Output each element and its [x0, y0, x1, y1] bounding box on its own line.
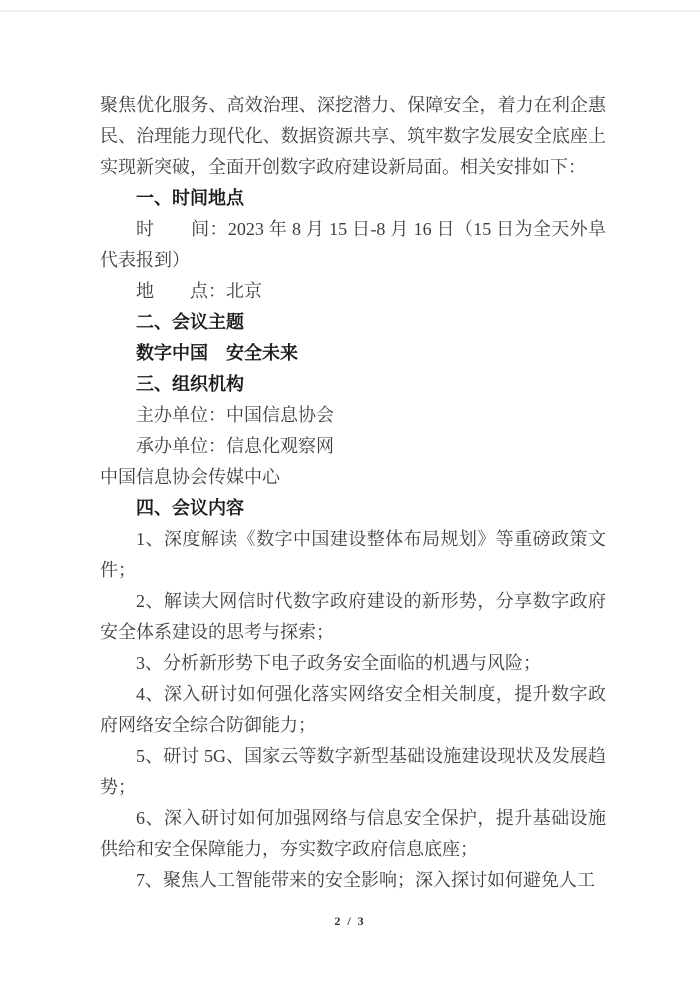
agenda-item-1: 1、深度解读《数字中国建设整体布局规划》等重磅政策文件；	[100, 529, 606, 580]
intro-paragraph: 聚焦优化服务、高效治理、深挖潜力、保障安全，着力在利企惠民、治理能力现代化、数据资源共享、筑牢数字发展安全底座上实现新突破，全面开创数字政府建设新局面。相关安排如下：	[100, 95, 606, 177]
organizer-unit-continuation-line: 中国信息协会传媒中心	[100, 467, 280, 487]
page-number: 2 / 3	[334, 914, 366, 928]
section-heading-meeting-content: 四、会议内容	[136, 498, 244, 518]
section-heading-time-location: 一、时间地点	[136, 188, 244, 208]
meeting-theme-line: 数字中国 安全未来	[136, 343, 298, 363]
agenda-item-5: 5、研讨 5G、国家云等数字新型基础设施建设现状及发展趋势；	[100, 746, 606, 797]
agenda-item-2: 2、解读大网信时代数字政府建设的新形势，分享数字政府安全体系建设的思考与探索；	[100, 591, 606, 642]
section-heading-organization: 三、组织机构	[136, 374, 244, 394]
agenda-item-6: 6、深入研讨如何加强网络与信息安全保护，提升基础设施供给和安全保障能力，夯实数字政府信息底座；	[100, 808, 606, 859]
agenda-item-7: 7、聚焦人工智能带来的安全影响；深入探讨如何避免人工	[136, 870, 595, 890]
agenda-item-4: 4、深入研讨如何强化落实网络安全相关制度，提升数字政府网络安全综合防御能力；	[100, 684, 606, 735]
place-line: 地 点：北京	[136, 281, 262, 301]
agenda-item-3: 3、分析新形势下电子政务安全面临的机遇与风险；	[136, 653, 541, 673]
section-heading-meeting-theme: 二、会议主题	[136, 312, 244, 332]
organizer-unit-line: 承办单位：信息化观察网	[136, 436, 334, 456]
host-unit-line: 主办单位：中国信息协会	[136, 405, 334, 425]
time-line: 时 间：2023 年 8 月 15 日-8 月 16 日（15 日为全天外阜代表报到）	[100, 219, 606, 270]
document-body	[100, 0, 606, 896]
